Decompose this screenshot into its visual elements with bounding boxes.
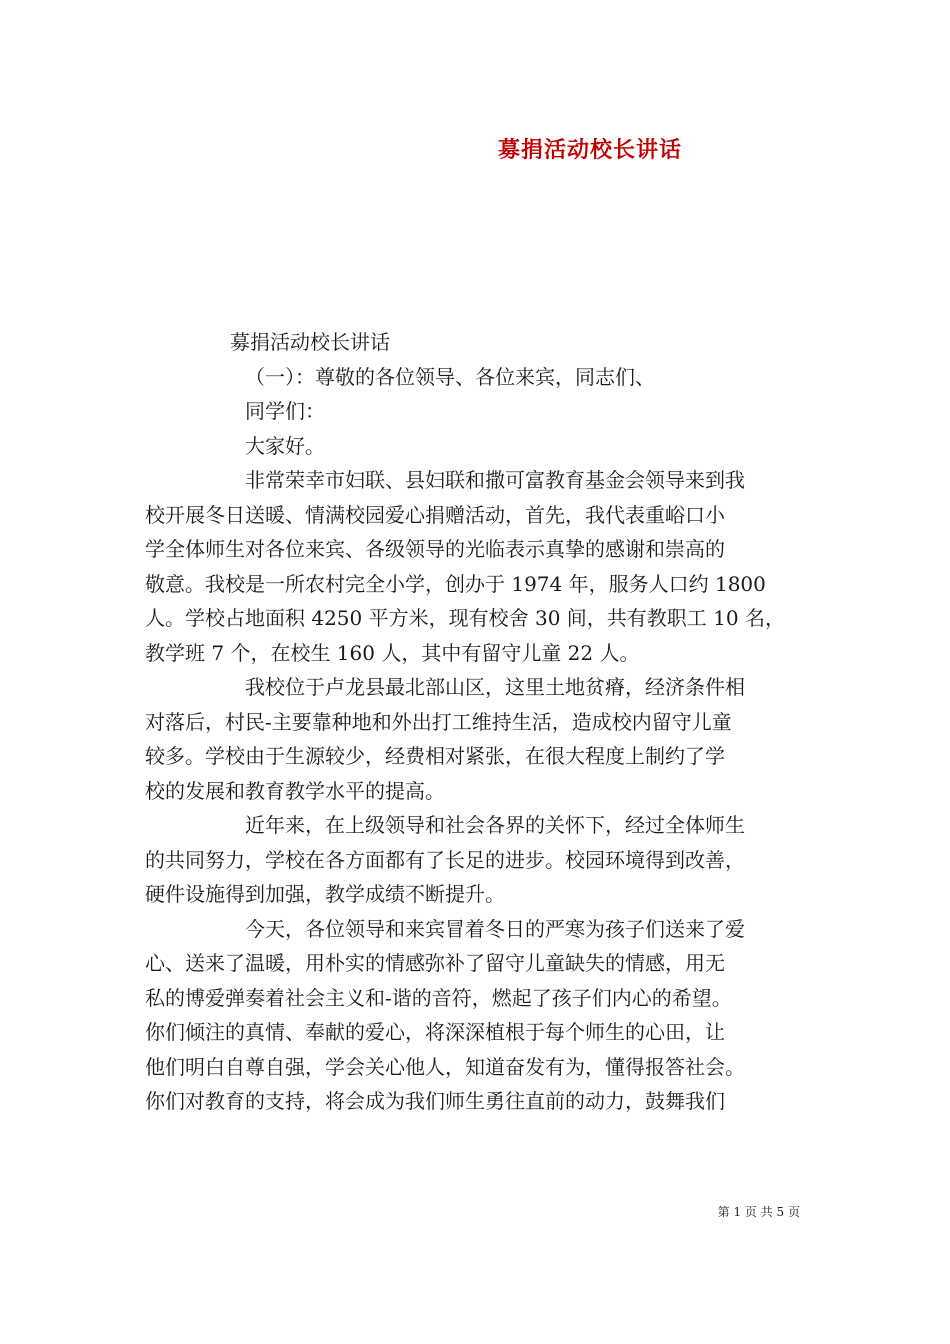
paragraph-line: 你们对教育的支持，将会成为我们师生勇往直前的动力，鼓舞我们	[145, 1089, 725, 1113]
document-title: 募捐活动校长讲话	[497, 137, 682, 163]
salutation-line: （一）：尊敬的各位领导、各位来宾，同志们、	[245, 364, 655, 389]
paragraph-line: 我校位于卢龙县最北部山区，这里土地贫瘠，经济条件相	[245, 675, 745, 699]
page-number-footer: 第 1 页 共 5 页	[717, 1205, 800, 1219]
paragraph-line: 硬件设施得到加强，教学成绩不断提升。	[145, 882, 505, 906]
paragraph-line: 非常荣幸市妇联、县妇联和撒可富教育基金会领导来到我	[245, 468, 745, 492]
document-body	[145, 325, 835, 1119]
paragraph-line: 你们倾注的真情、奉献的爱心，将深深植根于每个师生的心田，让	[145, 1020, 725, 1044]
paragraph-line: 心、送来了温暖，用朴实的情感弥补了留守儿童缺失的情感，用无	[145, 951, 725, 975]
greeting-line: 大家好。	[245, 433, 325, 458]
salutation-line: 同学们：	[245, 399, 325, 423]
paragraph-line: 对落后，村民-主要靠种地和外出打工维持生活，造成校内留守儿童	[145, 709, 732, 734]
paragraph-line: 的共同努力，学校在各方面都有了长足的进步。校园环境得到改善，	[145, 847, 745, 872]
paragraph-line: 人。学校占地面积 4250 平方米，现有校舍 30 间，共有教职工 10 名，	[145, 606, 785, 630]
paragraph-line: 敬意。我校是一所农村完全小学，创办于 1974 年，服务人口约 1800	[145, 571, 766, 596]
paragraph-line: 校开展冬日送暖、情满校园爱心捐赠活动，首先，我代表重峪口小	[145, 502, 725, 527]
paragraph-line: 学全体师生对各位来宾、各级领导的光临表示真挚的感谢和崇高的	[145, 537, 725, 561]
paragraph-line: 他们明白自尊自强，学会关心他人，知道奋发有为，懂得报答社会。	[145, 1054, 745, 1079]
paragraph-line: 私的博爱弹奏着社会主义和-谐的音符，燃起了孩子们内心的希望。	[145, 985, 732, 1010]
subtitle-line: 募捐活动校长讲话	[230, 330, 390, 354]
paragraph-line: 教学班 7 个，在校生 160 人，其中有留守儿童 22 人。	[145, 640, 640, 665]
paragraph-line: 校的发展和教育教学水平的提高。	[145, 778, 445, 803]
paragraph-line: 今天，各位领导和来宾冒着冬日的严寒为孩子们送来了爱	[245, 916, 745, 941]
paragraph-line: 近年来，在上级领导和社会各界的关怀下，经过全体师生	[245, 813, 745, 837]
paragraph-line: 较多。学校由于生源较少，经费相对紧张，在很大程度上制约了学	[145, 744, 725, 768]
